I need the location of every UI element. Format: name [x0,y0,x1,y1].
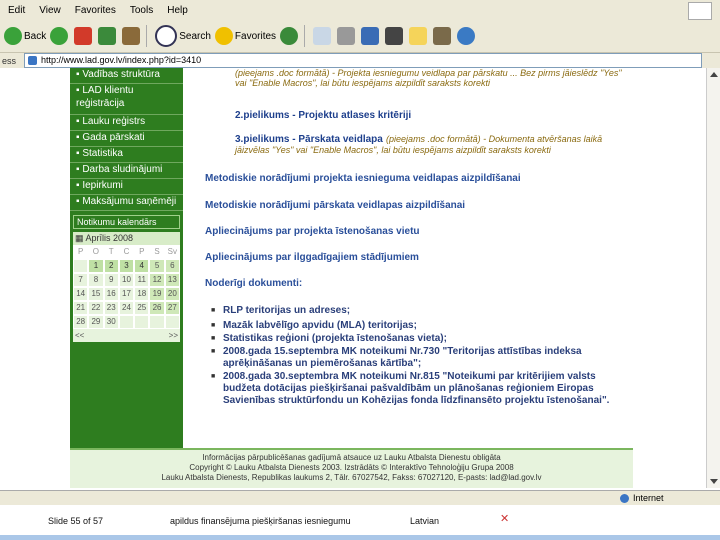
calendar-day[interactable]: 1 [88,259,103,273]
calendar-footer [73,329,180,342]
history-button[interactable] [280,27,300,45]
calendar-day[interactable]: 16 [104,287,119,301]
notes-icon [409,27,427,45]
annex3-link[interactable]: 3.pielikums - Pārskata veidlapa [235,134,383,145]
notes-button[interactable] [409,27,429,45]
calendar-day[interactable]: 19 [149,287,164,301]
back-button[interactable] [4,27,46,45]
calendar-day[interactable]: 3 [119,259,134,273]
calendar-day[interactable]: 14 [73,287,88,301]
calendar-day[interactable]: 6 [165,259,180,273]
calendar-weekday: P [134,245,149,259]
sidebar-item-label: Maksājumu saņēmēji [82,196,177,207]
discuss-icon [385,27,403,45]
history-icon [280,27,298,45]
plantations-certificate-link[interactable]: Apliecinājums par ilggadīgajiem stādījumiem [205,252,419,263]
calendar-day[interactable]: 20 [165,287,180,301]
menu-favorites[interactable]: Favorites [74,4,116,16]
calendar-month-header[interactable] [73,232,180,245]
zone-label: Internet [633,493,664,503]
calendar-empty-cell [73,259,88,273]
annex3-note: (pieejams .doc formātā) - Dokumenta atvēršanas laikā jāizvēlas "Yes" vai "Enable Macros", lai būtu iespējams aizpildīt saraksts korekti [235,134,603,155]
toolbar-separator [146,25,147,47]
back-label: Back [24,30,47,42]
favorites-label: Favorites [234,30,277,42]
menu-help[interactable]: Help [167,4,188,16]
sidebar-item-jobs[interactable]: ▪ Darba sludinājumi [70,163,183,179]
menu-bar [0,0,720,20]
stop-icon [74,27,92,45]
annex1-note: (pieejams .doc formātā) - Projekta iesniegumu veidlapa par pārskatu ... Bez pirms jāieslēdz "Yes" vai "Enable Macros", lai būtu iespējams aizpildīt saraksts korekti [235,68,622,88]
sidebar-item-label: Iepirkumi [82,180,123,191]
sidebar-item-label: Gada pārskati [82,132,145,143]
print-button[interactable] [337,27,357,45]
messenger-button[interactable] [457,27,477,45]
footer-line: Informācijas pārpublicēšanas gadījumā atsauce uz Lauku Atbalsta Dienestu obligāta [202,453,501,462]
list-item[interactable]: ■ 2008.gada 30.septembra MK noteikumi Nr.815 "Noteikumi par kritērijiem valsts budžeta dotācijas piešķiršanai pašvaldībām un plānošanas reģioniem Eiropas Savienības struktūrfondu un Kohēzijas fonda līdzfinansēto projektu īstenošanai". [223,371,618,407]
calendar-month: Aprīlis 2008 [85,233,134,243]
calendar-day[interactable]: 17 [119,287,134,301]
footer-line: Lauku Atbalsta Dienests, Republikas laukums 2, Tālr. 67027542, Fakss: 67027120, E-pasts: lad@lad.gov.lv [161,473,542,482]
home-button[interactable] [122,27,142,45]
calendar-empty-cell [134,315,149,329]
footer-line: Copyright © Lauku Atbalsta Dienests 2003. Izstrādāts © Interaktīvo Tehnoloģiju Grupa 2008 [189,463,514,472]
list-item[interactable]: ■ RLP teritorijas un adreses; [223,305,618,317]
calendar-empty-cell [119,315,134,329]
calendar-day[interactable]: 5 [149,259,164,273]
menu-view[interactable]: View [39,4,61,16]
list-item[interactable]: ■ 2008.gada 15.septembra MK noteikumi Nr.730 "Teritorijas attīstības indeksa aprēķināšanas un piemērošanas kārtība"; [223,346,618,370]
calendar-title: Notikumu kalendārs [73,215,180,229]
slide-counter: Slide 55 of 57 [48,516,104,526]
calendar-day[interactable]: 8 [88,273,103,287]
calendar-weekday: S [149,245,164,259]
favorites-button[interactable] [215,27,276,45]
messenger-icon [457,27,475,45]
calendar-day[interactable]: 12 [149,273,164,287]
calendar-day[interactable]: 22 [88,301,103,315]
sidebar-item-procurement[interactable]: ▪ Iepirkumi [70,179,183,195]
mail-icon [313,27,331,45]
calendar-day[interactable]: 10 [119,273,134,287]
back-arrow-icon [4,27,22,45]
annex2-link[interactable]: 2.pielikums - Projektu atlases kritēriji [235,110,412,121]
scroll-up-icon[interactable] [710,72,718,77]
useful-documents-heading: Noderīgi dokumenti: [205,278,303,289]
methodology-report-link[interactable]: Metodiskie norādījumi pārskata veidlapas aizpildīšanai [205,200,466,211]
calendar-day[interactable]: 15 [88,287,103,301]
presentation-title: apildus finansējuma piešķiršanas iesniegumu [170,516,351,526]
edit-icon [361,27,379,45]
home-icon [122,27,140,45]
calendar-next-button[interactable]: >> [168,331,178,340]
calendar-grid [73,245,180,329]
research-icon [433,27,451,45]
calendar-weekday: Sv [165,245,180,259]
edit-button[interactable] [361,27,381,45]
sidebar [70,68,183,448]
calendar-day[interactable]: 27 [165,301,180,315]
menu-tools[interactable]: Tools [129,4,154,16]
calendar-day[interactable]: 30 [104,315,119,329]
sidebar-item-recipients[interactable]: ▪ Maksājumu saņēmēji [70,195,183,211]
calendar-empty-cell [165,315,180,329]
status-bar [0,490,720,505]
annex3-entry [235,134,630,156]
vertical-scrollbar[interactable] [706,68,720,488]
research-button[interactable] [433,27,453,45]
sidebar-item-label: LAD klientu reģistrācija [76,85,134,109]
search-label: Search [179,30,211,42]
calendar-day[interactable]: 11 [134,273,149,287]
stop-button[interactable] [74,27,94,45]
calendar-day[interactable]: 18 [134,287,149,301]
calendar-weekday: O [88,245,103,259]
security-zone [620,493,664,503]
calendar-day[interactable]: 4 [134,259,149,273]
main-content [183,68,633,448]
presentation-status-bar [0,506,720,540]
calendar-prev-button[interactable]: << [75,331,85,340]
search-button[interactable] [155,25,211,47]
event-calendar [73,232,180,342]
location-certificate-link[interactable]: Apliecinājums par projekta īstenošanas vietu [205,226,420,237]
refresh-button[interactable] [98,27,118,45]
forward-arrow-icon [50,27,68,45]
calendar-day[interactable]: 26 [149,301,164,315]
calendar-day[interactable]: 23 [104,301,119,315]
calendar-icon: ▦ [75,233,84,243]
page-content [0,68,706,488]
page-footer [70,448,633,488]
list-item[interactable]: ■ Mazāk labvēlīgo apvidu (MLA) teritorijas; [223,320,618,332]
calendar-day[interactable]: 28 [73,315,88,329]
address-input[interactable]: http://www.lad.gov.lv/index.php?id=3410 [24,53,702,68]
scroll-down-icon[interactable] [710,479,718,484]
calendar-weekday: P [73,245,88,259]
mail-button[interactable] [313,27,333,45]
methodology-application-link[interactable]: Metodiskie norādījumi projekta iesnieguma veidlapas aizpildīšanai [205,173,521,184]
taskbar-strip [0,535,720,540]
sidebar-item-annual-reports[interactable]: ▪ Gada pārskati [70,131,183,147]
calendar-day[interactable]: 25 [134,301,149,315]
windows-logo-icon [688,2,712,20]
sidebar-item-label: Vadības struktūra [82,69,160,80]
calendar-day[interactable]: 7 [73,273,88,287]
sidebar-item-statistics[interactable]: ▪ Statistika [70,147,183,163]
address-label: ess [2,55,17,66]
toolbar-separator [304,25,305,47]
sidebar-item-field-register[interactable]: ▪ Lauku reģistrs [70,115,183,131]
print-icon [337,27,355,45]
spellcheck-icon[interactable]: ✕ [500,513,510,525]
sidebar-item-label: Statistika [82,148,123,159]
calendar-day[interactable]: 2 [104,259,119,273]
sidebar-item-label: Lauku reģistrs [82,116,146,127]
address-bar [0,53,720,68]
sidebar-item-registration[interactable]: ▪ LAD klientu reģistrācija [70,84,183,115]
menu-edit[interactable]: Edit [8,4,26,16]
sidebar-item-structure[interactable]: ▪ Vadības struktūra [70,68,183,84]
refresh-icon [98,27,116,45]
calendar-day[interactable]: 24 [119,301,134,315]
list-item[interactable]: ■ Statistikas reģioni (projekta īstenošanas vieta); [223,333,618,345]
calendar-day[interactable]: 21 [73,301,88,315]
sidebar-item-label: Darba sludinājumi [82,164,163,175]
star-icon [215,27,233,45]
calendar-day[interactable]: 29 [88,315,103,329]
language-indicator: Latvian [410,516,440,526]
discuss-button[interactable] [385,27,405,45]
calendar-weekday: T [104,245,119,259]
calendar-empty-cell [149,315,164,329]
calendar-weekday: C [119,245,134,259]
calendar-day[interactable]: 9 [104,273,119,287]
toolbar [0,20,720,53]
forward-button[interactable] [50,27,70,45]
globe-icon [620,494,629,503]
calendar-day[interactable]: 13 [165,273,180,287]
search-icon [155,25,177,47]
